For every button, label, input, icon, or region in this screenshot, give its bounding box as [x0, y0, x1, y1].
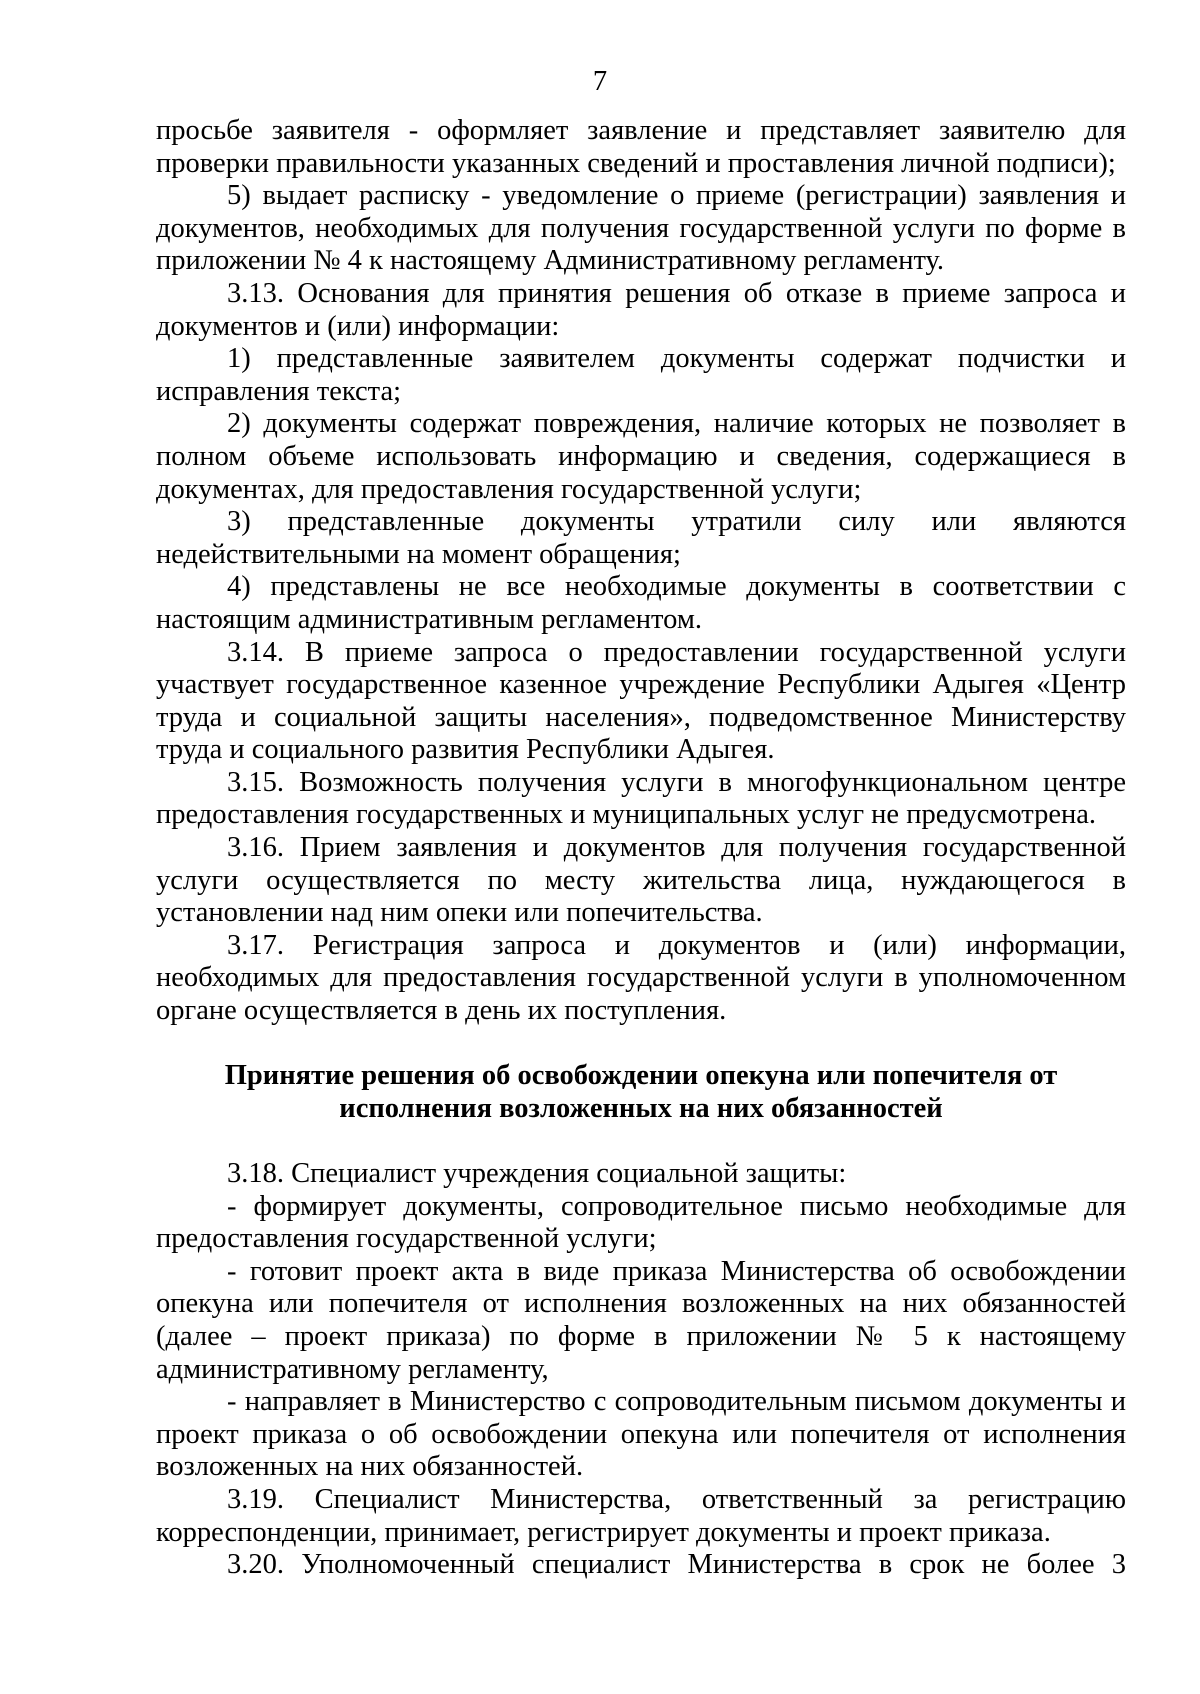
text-line: 3.19. Специалист Министерства, ответственный за регистрацию [227, 1483, 1126, 1515]
text-line: 3.18. Специалист учреждения социальной защиты: [227, 1158, 847, 1189]
text-line: настоящим административным регламентом. [156, 603, 702, 635]
text-line: документов, необходимых для получения государственной услуги по форме в [156, 212, 1126, 244]
text-line: корреспонденции, принимает, регистрирует документы и проект приказа. [156, 1516, 1051, 1548]
text-line: участвует государственное казенное учреждение Республики Адыгея «Центр [156, 669, 1126, 701]
text-block-top [156, 115, 1126, 1028]
text-line: труда и социального развития Республики Адыгея. [156, 734, 775, 766]
text-line: полном объеме использовать информацию и сведения, содержащиеся в [156, 440, 1126, 472]
text-line: (далее – проект приказа) по форме в приложении № 5 к настоящему [156, 1320, 1126, 1352]
text-line: 3.16. Прием заявления и документов для получения государственной [227, 832, 1126, 864]
text-line: документах, для предоставления государственной услуги; [156, 473, 862, 505]
document-body [156, 115, 1126, 1582]
text-line: предоставления государственной услуги; [156, 1223, 657, 1255]
text-line: 3.20. Уполномоченный специалист Министерства в срок не более 3 [227, 1549, 1126, 1581]
text-line: просьбе заявителя - оформляет заявление и представляет заявителю для [156, 115, 1126, 146]
text-line: - готовит проект акта в виде приказа Министерства об освобождении [227, 1255, 1126, 1287]
text-line: - направляет в Министерство с сопроводительным письмом документы и [227, 1386, 1126, 1418]
text-line: установлении над ним опеки или попечительства. [156, 897, 763, 929]
text-line: необходимых для предоставления государственной услуги в уполномоченном [156, 962, 1126, 994]
text-line: административному регламенту, [156, 1353, 549, 1385]
section-heading [156, 1060, 1126, 1125]
text-line: труда и социальной защиты населения», подведомственное Министерству [156, 701, 1126, 733]
text-line: недействительными на момент обращения; [156, 538, 681, 570]
text-line: 4) представлены не все необходимые документы в соответствии с [227, 571, 1126, 603]
spacer [156, 1028, 1126, 1061]
text-line: 3.15. Возможность получения услуги в многофункциональном центре [227, 766, 1126, 798]
text-line: 2) документы содержат повреждения, наличие которых не позволяет в [227, 408, 1126, 440]
text-line: 3.14. В приеме запроса о предоставлении государственной услуги [227, 636, 1126, 668]
text-line: 3) представленные документы утратили силу или являются [227, 506, 1126, 538]
text-line: приложении № 4 к настоящему Административному регламенту. [156, 245, 945, 277]
text-line: 1) представленные заявителем документы содержат подчистки и [227, 343, 1126, 375]
text-line: проект приказа о об освобождении опекуна или попечителя от исполнения [156, 1418, 1126, 1450]
section-heading-line: исполнения возложенных на них обязанностей [339, 1092, 943, 1124]
text-block-bottom [156, 1158, 1126, 1582]
spacer [156, 1125, 1126, 1158]
text-line: - формирует документы, сопроводительное письмо необходимые для [227, 1190, 1126, 1222]
text-line: документов и (или) информации: [156, 310, 560, 342]
text-line: возложенных на них обязанностей. [156, 1451, 584, 1483]
text-line: предоставления государственных и муниципальных услуг не предусмотрена. [156, 799, 1097, 831]
text-line: услуги осуществляется по месту жительства лица, нуждающегося в [156, 864, 1126, 896]
page-number: 7 [592, 66, 608, 97]
text-line: исправления текста; [156, 375, 402, 407]
text-line: опекуна или попечителя от исполнения возложенных на них обязанностей [156, 1288, 1126, 1320]
text-line: 3.17. Регистрация запроса и документов и (или) информации, [227, 929, 1126, 961]
text-line: 5) выдает расписку - уведомление о приеме (регистрации) заявления и [227, 180, 1126, 212]
text-line: проверки правильности указанных сведений и проставления личной подписи); [156, 147, 1116, 179]
text-line: 3.13. Основания для принятия решения об отказе в приеме запроса и [227, 277, 1126, 309]
section-heading-line: Принятие решения об освобождении опекуна или попечителя от [224, 1060, 1058, 1092]
text-line: органе осуществляется в день их поступления. [156, 995, 727, 1027]
